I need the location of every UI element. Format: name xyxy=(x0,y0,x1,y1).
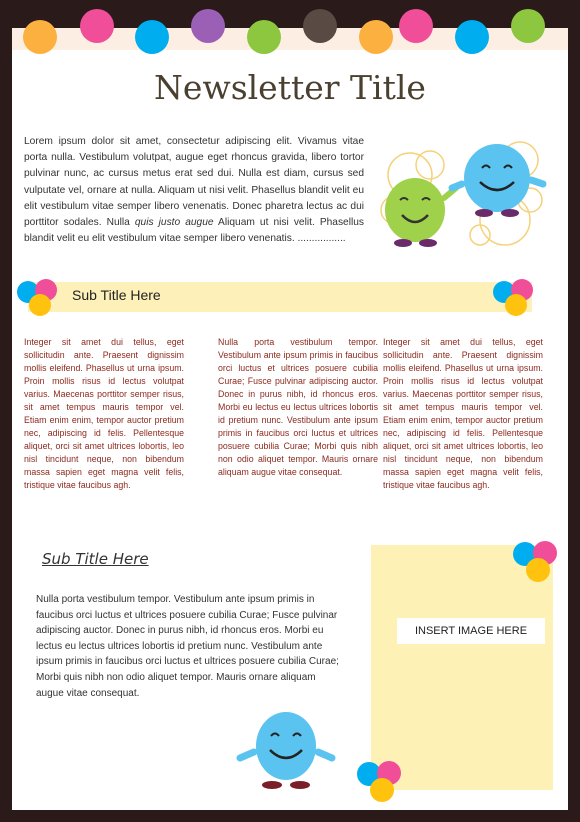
dot xyxy=(511,9,545,43)
dot-cluster-icon xyxy=(512,540,562,584)
body-2-line: faucibus orci luctus et ultrices posuere cubilia Curae; Fusce pulvinar xyxy=(36,609,338,621)
body-2-paragraph xyxy=(36,592,356,704)
dot xyxy=(135,20,169,54)
intro-text-b: Aliquam ut nisi velit. Phasellus blandit velit eu elit vestibulum vitae semper libero venenatis. ................. xyxy=(24,217,365,245)
blue-smiley-icon xyxy=(226,706,346,796)
subtitle-2: Sub Title Here xyxy=(42,550,149,568)
dot xyxy=(399,9,433,43)
dot-cluster-icon xyxy=(492,278,540,318)
blue-smiley-icon xyxy=(452,144,543,217)
dot xyxy=(455,20,489,54)
intro-paragraph xyxy=(24,134,364,247)
body-2-line: adipiscing auctor. Donec in purus nibh, id rhoncus eros. Morbi eu xyxy=(36,625,324,637)
dot xyxy=(80,9,114,43)
column-2: Nulla porta vestibulum tempor. Vestibulum ante ipsum primis in faucibus orci luctus et ultrices posuere cubilia Curae; Fusce pulvinar adipiscing auctor. Donec in purus nibh, id rhoncus eros. Morbi eu lectus eu lectus ultrices lobortis id pretium nunc. Vestibulum ante ipsum primis in faucibus orci luctus et ultrices posuere cubilia Curae; Morbi quis nibh non odio aliquet tempor. Mauris ornare aliquam augue vitae consequat. xyxy=(218,337,378,477)
intro-text-a: Lorem ipsum dolor sit amet, consectetur adipiscing elit. Vivamus vitae porta nulla. Vestibulum volutpat, augue eget rhoncus gravida, libero tortor pulvinar nunc, ac cursus metus erat sed dui. Nulla est diam, cursus sed vulputate vel, ornare at nulla. Aliquam ut nisi velit. Phasellus blandit velit eu elit vestibulum vitae semper libero venenatis. Donec pharetra lectus ac dui porttitor sodales. Nulla xyxy=(24,136,364,229)
dot xyxy=(247,20,281,54)
body-2-line: ipsum primis in faucibus orci luctus et ultrices posuere cubilia Curae; xyxy=(36,656,339,668)
body-2-line: lectus eu lectus ultrices lobortis id pretium nunc. Vestibulum ante xyxy=(36,640,323,652)
body-2-line: Morbi quis nibh non odio aliquet tempor. Mauris ornare aliquam xyxy=(36,671,316,683)
dot xyxy=(23,20,57,54)
column-1: Integer sit amet dui tellus, eget sollicitudin ante. Praesent dignissim mollis eleifend. Phasellus ut urna ipsum. Proin mollis risus id lectus volutpat varius. Maecenas porttitor semper risus, sit amet tempus mauris tempor vel. Etiam enim enim, tempor auctor pretium nec, adipiscing id felis. Pellentesque aliquet, orci sit amet ultrices lobortis, leo nisl tincidunt neque, non bibendum massa sapien eget magna velit felis, tristique vitae faucibus agh. xyxy=(24,337,184,490)
dot xyxy=(359,20,393,54)
body-2-line: augue vitae consequat. xyxy=(36,687,140,699)
intro-italic: quis justo augue xyxy=(134,217,214,229)
dot xyxy=(191,9,225,43)
smiley-illustration xyxy=(370,140,550,250)
body-2-line: Nulla porta vestibulum tempor. Vestibulum ante ipsum primis in xyxy=(36,594,315,605)
image-placeholder[interactable]: INSERT IMAGE HERE xyxy=(397,618,545,644)
dot-cluster-icon xyxy=(16,278,64,318)
dot xyxy=(303,9,337,43)
dot-cluster-icon xyxy=(356,760,406,804)
column-3: Integer sit amet dui tellus, eget sollicitudin ante. Praesent dignissim mollis eleifend. Phasellus ut urna ipsum. Proin mollis risus id lectus volutpat varius. Maecenas porttitor semper risus, sit amet tempus mauris tempor vel. Etiam enim enim, tempor auctor pretium nec, adipiscing id felis. Pellentesque aliquet, orci sit amet ultrices lobortis, leo nisl tincidunt neque, non bibendum massa sapien eget magna velit felis, tristique vitae faucibus agh. xyxy=(383,337,543,490)
green-smiley-icon xyxy=(385,178,456,247)
newsletter-title: Newsletter Title xyxy=(154,68,426,107)
subtitle-1: Sub Title Here xyxy=(72,287,161,303)
